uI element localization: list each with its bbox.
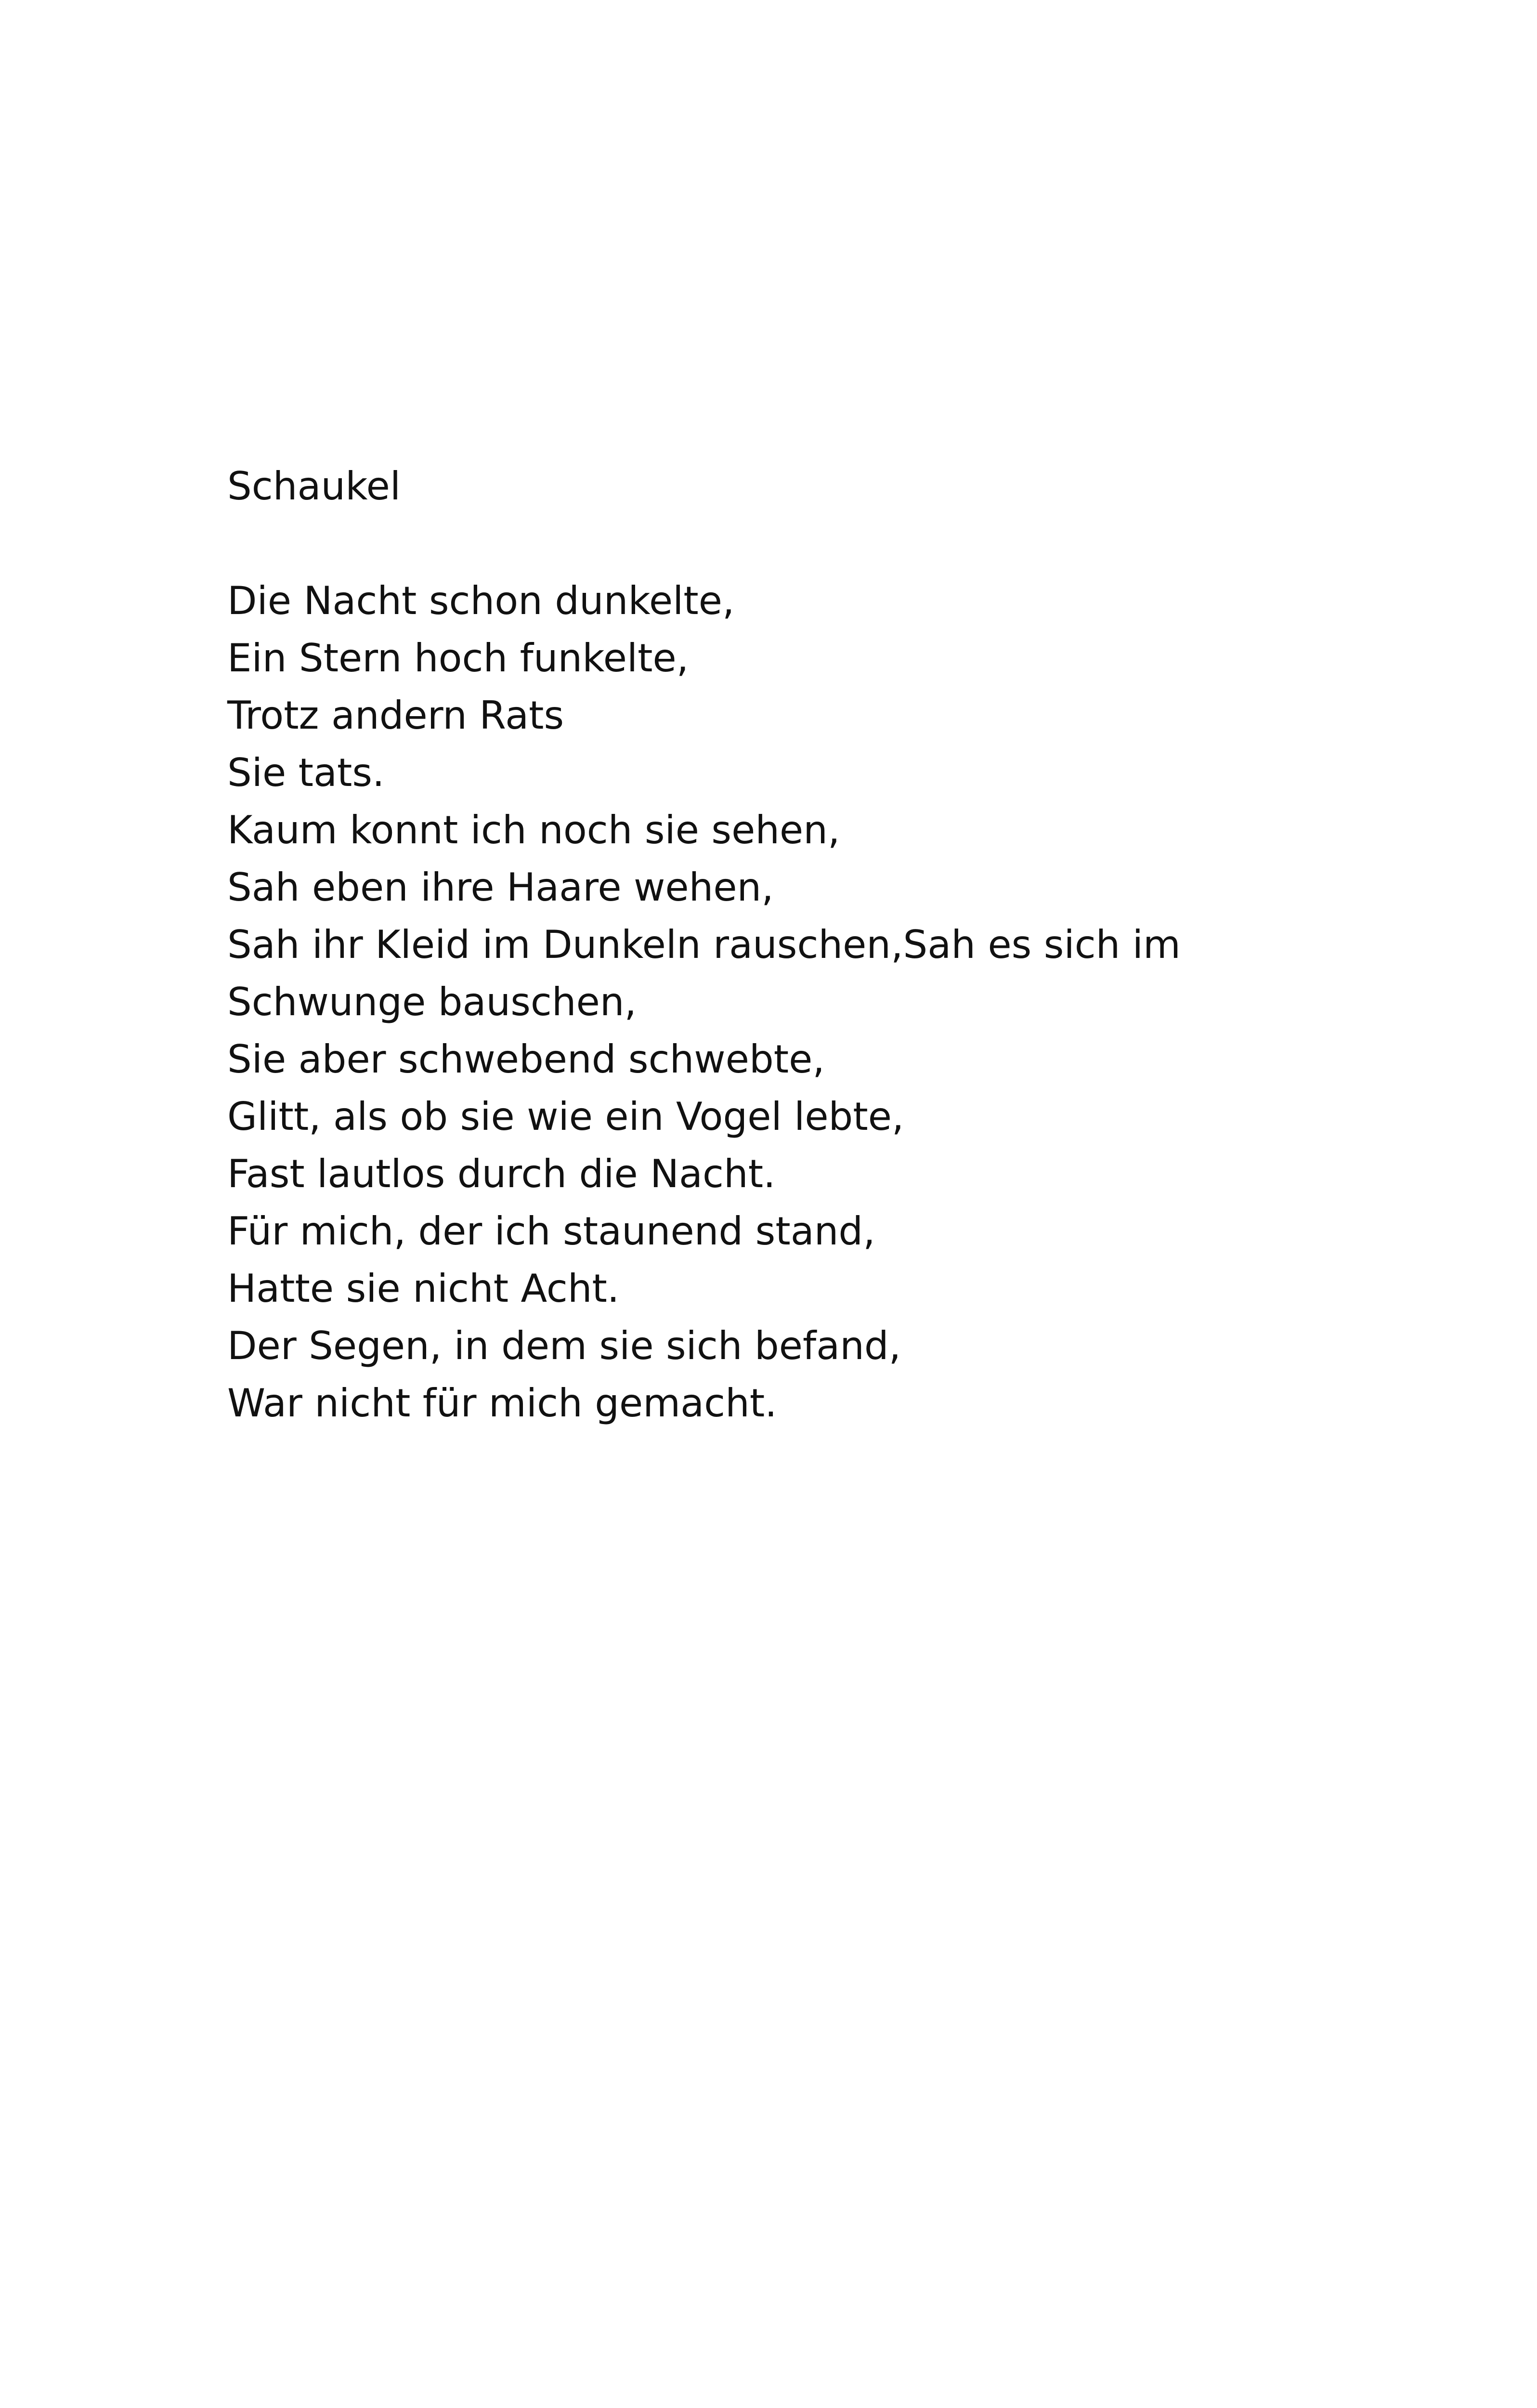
poem-line: Trotz andern Rats xyxy=(227,693,564,738)
poem-line: Der Segen, in dem sie sich befand, xyxy=(227,1323,901,1368)
poem-line: Sah ihr Kleid im Dunkeln rauschen,Sah es sich im Schwunge bauschen, xyxy=(227,922,1181,1024)
poem-line: Sie tats. xyxy=(227,750,385,795)
poem-line: Glitt, als ob sie wie ein Vogel lebte, xyxy=(227,1094,904,1139)
poem xyxy=(227,458,1373,1432)
poem-title: Schaukel xyxy=(227,464,401,509)
poem-line: Ein Stern hoch funkelte, xyxy=(227,636,689,681)
poem-line: Sah eben ihre Haare wehen, xyxy=(227,865,774,910)
poem-line: Kaum konnt ich noch sie sehen, xyxy=(227,808,840,852)
poem-lines xyxy=(227,572,1373,1432)
poem-line: Sie aber schwebend schwebte, xyxy=(227,1037,825,1082)
poem-line: War nicht für mich gemacht. xyxy=(227,1381,777,1426)
poem-line: Fast lautlos durch die Nacht. xyxy=(227,1152,776,1196)
poem-line: Die Nacht schon dunkelte, xyxy=(227,578,735,623)
poem-line: Für mich, der ich staunend stand, xyxy=(227,1209,875,1254)
poem-line: Hatte sie nicht Acht. xyxy=(227,1266,620,1311)
